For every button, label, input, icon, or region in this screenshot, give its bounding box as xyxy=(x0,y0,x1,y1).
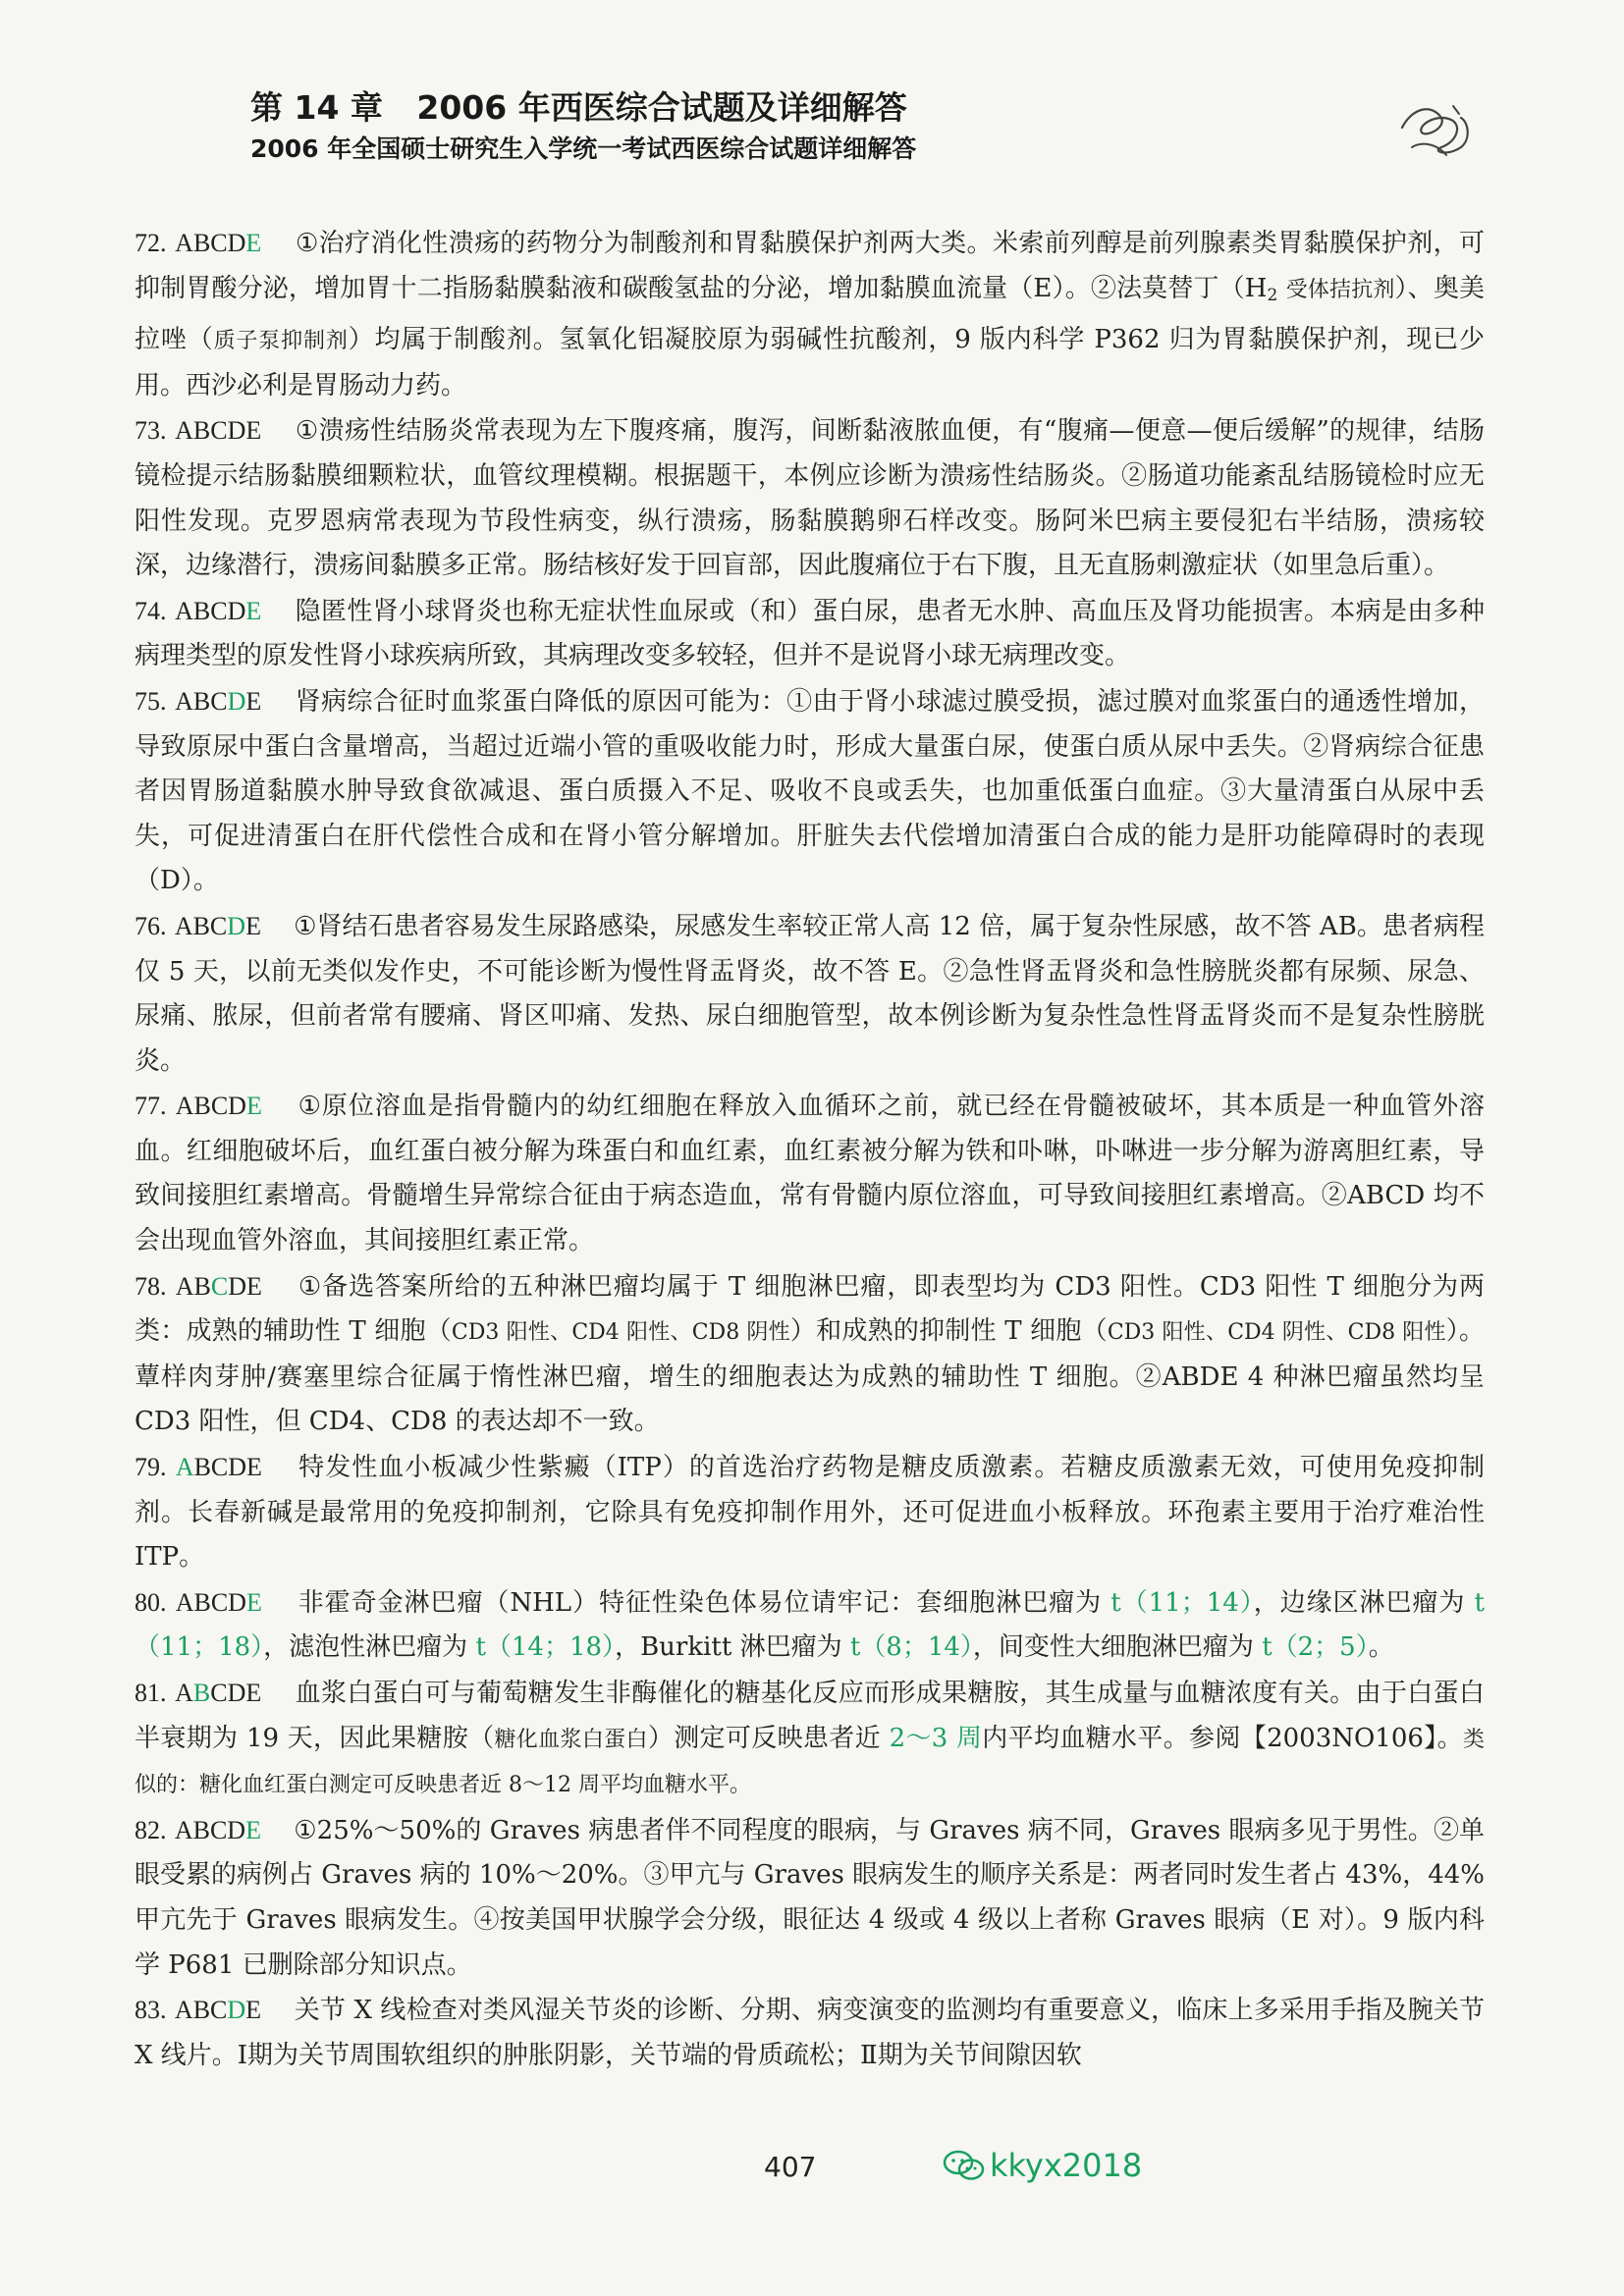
question-number: 79. xyxy=(135,1453,167,1482)
question-header xyxy=(135,912,294,941)
question-header xyxy=(135,1453,298,1482)
answer-options: ABC xyxy=(175,686,228,716)
answer-list xyxy=(135,221,1485,2078)
answer-options: A xyxy=(175,1679,193,1707)
correct-answer: E xyxy=(245,1815,261,1844)
correct-answer: D xyxy=(227,1996,246,2025)
answer-item xyxy=(135,1580,1485,1671)
correct-answer: D xyxy=(227,911,246,940)
question-number: 82. xyxy=(135,1815,167,1844)
question-number: 81. xyxy=(135,1679,167,1707)
question-header xyxy=(135,597,296,626)
question-header xyxy=(135,687,296,717)
page-header xyxy=(250,86,916,167)
question-header xyxy=(135,1092,298,1121)
exam-title: 2006 年全国硕士研究生入学统一考试西医综合试题详细解答 xyxy=(250,134,917,163)
answer-item xyxy=(135,1988,1485,2078)
answer-options: ABCD xyxy=(175,1092,246,1121)
answer-item xyxy=(135,904,1485,1084)
explanation-text: ①25%～50%的 Graves 病患者伴不同程度的眼病，与 Graves 病不同，Graves 眼病多见于男性。②单眼受累的病例占 Graves 病的 10%～20%。③甲亢与 Graves 眼病发生的顺序关系是：两者同时发生者占 43%，44%甲亢先于 Graves 眼病发生。④按美国甲状腺学会分级，眼征达 4 级或 4 级以上者称 Graves 眼病（E 对）。9 版内科学 P681 已删除部分知识点。 xyxy=(135,1815,1486,1980)
answer-item xyxy=(135,1671,1485,1808)
question-header xyxy=(135,1816,294,1845)
explanation-text: ①原位溶血是指骨髓内的幼红细胞在释放入血循环之前，就已经在骨髓被破坏，其本质是一种血管外溶血。红细胞破坏后，血红蛋白被分解为珠蛋白和血红素，血红素被分解为铁和卟啉，卟啉进一步分解为游离胆红素，导致间接胆红素增高。骨髓增生异常综合征由于病态造血，常有骨髓内原位溶血，可导致间接胆红素增高。②ABCD 均不会出现血管外溶血，其间接胆红素正常。 xyxy=(135,1092,1486,1256)
answer-item xyxy=(135,1445,1485,1580)
answer-options: E xyxy=(245,911,261,940)
correct-answer: E xyxy=(245,596,262,625)
explanation-text: 血浆白蛋白可与葡萄糖发生非酶催化的糖基化反应而形成果糖胺，其生成量与血糖浓度有关。由于白蛋白半衰期为 19 天，因此果糖胺（糖化血浆白蛋白）测定可反映患者近 2～3 周内平均血糖水平。参阅【2003NO106】。类似的：糖化血红蛋白测定可反映患者近 8～12 周平均血糖水平。 xyxy=(135,1679,1485,1798)
answer-options: AB xyxy=(175,1271,211,1301)
answer-item xyxy=(135,1084,1485,1263)
answer-options: ABCD xyxy=(175,1587,246,1617)
page-footer xyxy=(0,2143,1624,2192)
question-header xyxy=(135,229,296,258)
explanation-text: 关节 X 线检查对类风湿关节炎的诊断、分期、病变演变的监测均有重要意义，临床上多采用手指及腕关节 X 线片。Ⅰ期为关节周围软组织的肿胀阴影，关节端的骨质疏松；Ⅱ期为关节间隙因软 xyxy=(135,1996,1485,2070)
correct-answer: B xyxy=(192,1679,211,1707)
question-number: 76. xyxy=(135,911,167,940)
answer-options: ABC xyxy=(174,1996,228,2025)
question-header xyxy=(135,416,296,446)
question-number: 78. xyxy=(135,1271,167,1301)
explanation-text: 隐匿性肾小球肾炎也称无症状性血尿或（和）蛋白尿，患者无水肿、高血压及肾功能损害。本病是由多种病理类型的原发性肾小球疾病所致，其病理改变多较轻，但并不是说肾小球无病理改变。 xyxy=(135,596,1485,671)
question-number: 83. xyxy=(135,1996,167,2025)
answer-item xyxy=(135,1264,1485,1445)
answer-item xyxy=(135,589,1485,679)
question-number: 75. xyxy=(135,686,167,716)
answer-options: CDE xyxy=(210,1679,262,1707)
explanation-text: 非霍奇金淋巴瘤（NHL）特征性染色体易位请牢记：套细胞淋巴瘤为 t（11；14），边缘区淋巴瘤为 t（11；18），滤泡性淋巴瘤为 t（14；18），Burkitt 淋巴瘤为 t（8；14），间变性大细胞淋巴瘤为 t（2；5）。 xyxy=(135,1587,1485,1663)
answer-options: A xyxy=(175,416,193,446)
answer-options: ABCD xyxy=(174,1815,246,1844)
question-number: 77. xyxy=(135,1092,167,1121)
answer-options: E xyxy=(245,1996,262,2025)
answer-options: BCDE xyxy=(192,416,262,446)
explanation-text: 特发性血小板减少性紫癜（ITP）的首选治疗药物是糖皮质激素。若糖皮质激素无效，可使用免疫抑制剂。长春新碱是最常用的免疫抑制剂，它除具有免疫抑制作用外，还可促进血小板释放。环孢素主要用于治疗难治性 ITP。 xyxy=(135,1453,1486,1573)
explanation-text: 肾病综合征时血浆蛋白降低的原因可能为：①由于肾小球滤过膜受损，滤过膜对血浆蛋白的通透性增加，导致原尿中蛋白含量增高，当超过近端小管的重吸收能力时，形成大量蛋白尿，使蛋白质从尿中丢失。②肾病综合征患者因胃肠道黏膜水肿导致食欲减退、蛋白质摄入不足、吸收不良或丢失，也加重低蛋白血症。③大量清蛋白从尿中丢失，可促进清蛋白在肝代偿性合成和在肾小管分解增加。肝脏失去代偿增加清蛋白合成的能力是肝功能障碍时的表现（D）。 xyxy=(135,686,1485,896)
answer-options: ABC xyxy=(174,911,228,940)
explanation-text: ①备选答案所给的五种淋巴瘤均属于 T 细胞淋巴瘤，即表型均为 CD3 阳性。CD3 阳性 T 细胞分为两类：成熟的辅助性 T 细胞（CD3 阳性、CD4 阳性、CD8 阴性）和成熟的抑制性 T 细胞（CD3 阳性、CD4 阴性、CD8 阳性）。蕈样肉芽肿/赛塞里综合征属于惰性淋巴瘤，增生的细胞表达为成熟的辅助性 T 细胞。②ABDE 4 种淋巴瘤虽然均呈 CD3 阳性，但 CD4、CD8 的表达却不一致。 xyxy=(135,1271,1486,1437)
question-header xyxy=(135,1588,298,1618)
chapter-title: 第 14 章 2006 年西医综合试题及详细解答 xyxy=(250,88,907,127)
correct-answer: A xyxy=(175,1453,194,1482)
answer-item xyxy=(135,221,1485,408)
correct-answer: D xyxy=(227,686,246,716)
explanation-text: ①治疗消化性溃疡的药物分为制酸剂和胃黏膜保护剂两大类。米索前列醇是前列腺素类胃黏膜保护剂，可抑制胃酸分泌，增加胃十二指肠黏膜黏液和碳酸氢盐的分泌，增加黏膜血流量（E）。②法莫替丁（$H_2$ 受体拮抗剂）、奥美拉唑（质子泵抑制剂）均属于制酸剂。氢氧化铝凝胶原为弱碱性抗酸剂，9 版内科学 P362 归为胃黏膜保护剂，现已少用。西沙必利是胃肠动力药。 xyxy=(135,229,1486,400)
question-number: 72. xyxy=(135,229,167,257)
explanation-text: ①溃疡性结肠炎常表现为左下腹疼痛，腹泻，间断黏液脓血便，有“腹痛—便意—便后缓解”的规律，结肠镜检提示结肠黏膜细颗粒状，血管纹理模糊。根据题干，本例应诊断为溃疡性结肠炎。②肠道功能紊乱结肠镜检时应无阳性发现。克罗恩病常表现为节段性病变，纵行溃疡，肠黏膜鹅卵石样改变。肠阿米巴病主要侵犯右半结肠，溃疡较深，边缘潜行，溃疡间黏膜多正常。肠结核好发于回盲部，因此腹痛位于右下腹，且无直肠刺激症状（如里急后重）。 xyxy=(135,416,1485,581)
answer-item xyxy=(135,1808,1485,1988)
question-header xyxy=(135,1996,295,2025)
question-number: 80. xyxy=(135,1587,167,1617)
question-number: 74. xyxy=(135,596,167,625)
answer-options: DE xyxy=(228,1271,262,1301)
correct-answer: E xyxy=(245,1587,262,1617)
question-number: 73. xyxy=(135,416,167,446)
watermark xyxy=(943,2147,1142,2184)
wechat-icon xyxy=(943,2149,986,2182)
correct-answer: C xyxy=(210,1271,229,1301)
question-header xyxy=(135,1272,298,1302)
question-header xyxy=(135,1679,296,1708)
answer-options: E xyxy=(245,686,262,716)
watermark-text: kkyx2018 xyxy=(990,2147,1143,2184)
answer-item xyxy=(135,679,1485,904)
handwritten-signature xyxy=(1392,98,1481,171)
correct-answer: E xyxy=(245,229,262,257)
answer-options: ABCD xyxy=(175,229,246,257)
answer-item xyxy=(135,408,1485,588)
answer-options: ABCD xyxy=(175,596,246,625)
page-number: 407 xyxy=(764,2151,817,2183)
answer-options: BCDE xyxy=(193,1453,262,1482)
explanation-text: ①肾结石患者容易发生尿路感染，尿感发生率较正常人高 12 倍，属于复杂性尿感，故不答 AB。患者病程仅 5 天，以前无类似发作史，不可能诊断为慢性肾盂肾炎，故不答 E。②急性肾盂肾炎和急性膀胱炎都有尿频、尿急、尿痛、脓尿，但前者常有腰痛、肾区叩痛、发热、尿白细胞管型，故本例诊断为复杂性急性肾盂肾炎而不是复杂性膀胱炎。 xyxy=(135,911,1486,1076)
correct-answer: E xyxy=(245,1092,262,1121)
